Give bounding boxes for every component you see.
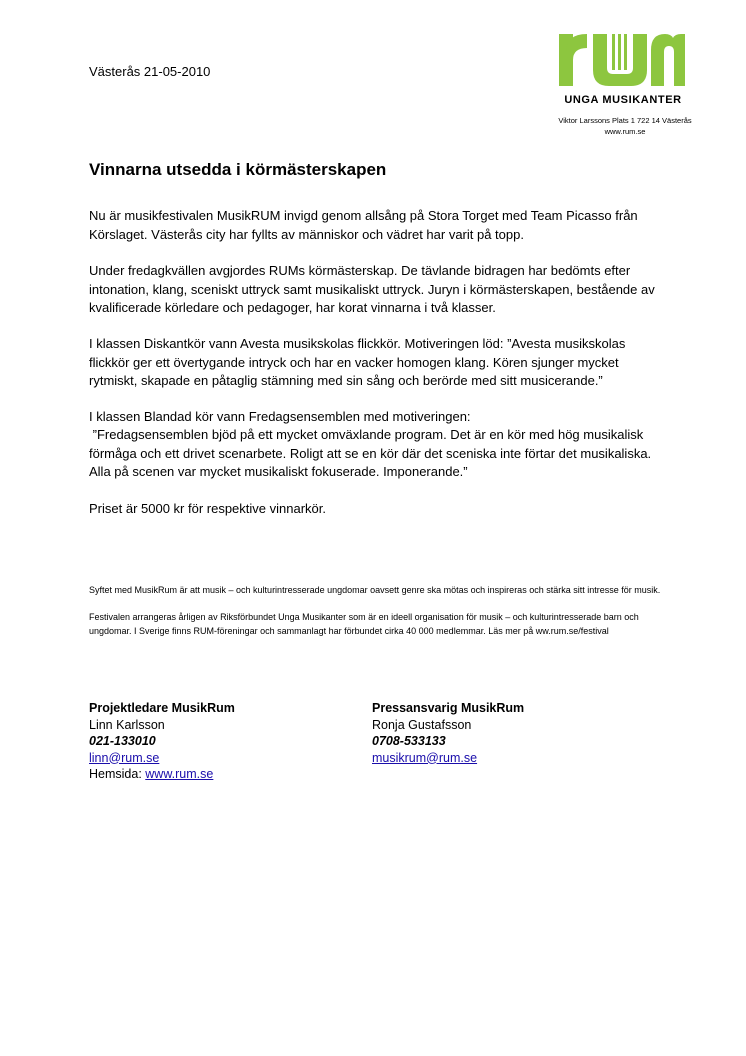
page-title: Vinnarna utsedda i körmästerskapen (89, 160, 387, 179)
contact-name: Linn Karlsson (89, 717, 165, 732)
rum-logo-icon (557, 30, 687, 90)
paragraph-4: I klassen Blandad kör vann Fredagsensemblen med motiveringen: (89, 409, 471, 424)
address-block (520, 115, 730, 137)
date-line: Västerås 21-05-2010 (89, 64, 211, 79)
paragraph-2: Under fredagkvällen avgjordes RUMs körmästerskap. De tävlande bidragen har bedömts efter intonation, klang, sceniskt uttryck samt musikaliskt uttryck. Juryn i körmästerskapen, bestående av kvalificerade körledare och pedagoger, har korat vinnarna i två klasser. (89, 263, 655, 315)
rum-logo (557, 30, 687, 90)
contact-left (89, 700, 235, 783)
footer-organizer: Festivalen arrangeras årligen av Riksförbundet Unga Musikanter som är en ideell organisation för musik – och kulturintresserade barn och ungdomar. I Sverige finns RUM-föreningar och sammanlagt har förbundet cirka 40 000 medlemmar. Läs mer på ww.rum.se/festival (89, 612, 639, 636)
contact-name: Ronja Gustafsson (372, 717, 472, 732)
contact-phone: 021-133010 (89, 734, 156, 748)
contact-email-link[interactable]: musikrum@rum.se (372, 750, 478, 765)
contact-email-link[interactable]: linn@rum.se (89, 750, 160, 765)
logo-org-name: UNGA MUSIKANTER (564, 94, 682, 106)
contact-phone: 0708-533133 (372, 734, 446, 748)
paragraph-1: Nu är musikfestivalen MusikRUM invigd genom allsång på Stora Torget med Team Picasso från Körslaget. Västerås city har fyllts av människor och vädret har varit på topp. (89, 208, 638, 242)
website-line: www.rum.se (604, 127, 646, 136)
paragraph-6: Priset är 5000 kr för respektive vinnarkör. (89, 501, 326, 516)
contact-role: Projektledare MusikRum (89, 701, 235, 715)
homepage-label: Hemsida: (89, 767, 146, 781)
homepage-link[interactable]: www.rum.se (145, 767, 214, 781)
contact-role: Pressansvarig MusikRum (372, 701, 525, 715)
paragraph-5: ”Fredagsensemblen bjöd på ett mycket omväxlande program. Det är en kör med hög musikalisk förmåga och ett drivet scenarbete. Roligt att se en kör där det sceniska inte förtar det musikaliska. Alla på scenen var mycket musikaliskt fokuserade. Imponerande.” (89, 427, 655, 479)
paragraph-3: I klassen Diskantkör vann Avesta musikskolas flickkör. Motiveringen löd: ”Avesta musikskolas flickkör ger ett övertygande intryck och har en vacker homogen klang. Kören sjunger mycket rytmiskt, skapade en påtaglig stämning med sin sång och berörde med sitt musicerande.” (89, 336, 626, 388)
contact-right (372, 700, 524, 766)
address-line: Viktor Larssons Plats 1 722 14 Västerås (558, 116, 692, 125)
footer-purpose: Syftet med MusikRum är att musik – och kulturintresserade ungdomar oavsett genre ska mötas och inspireras och stärka sitt intresse för musik. (89, 585, 661, 595)
